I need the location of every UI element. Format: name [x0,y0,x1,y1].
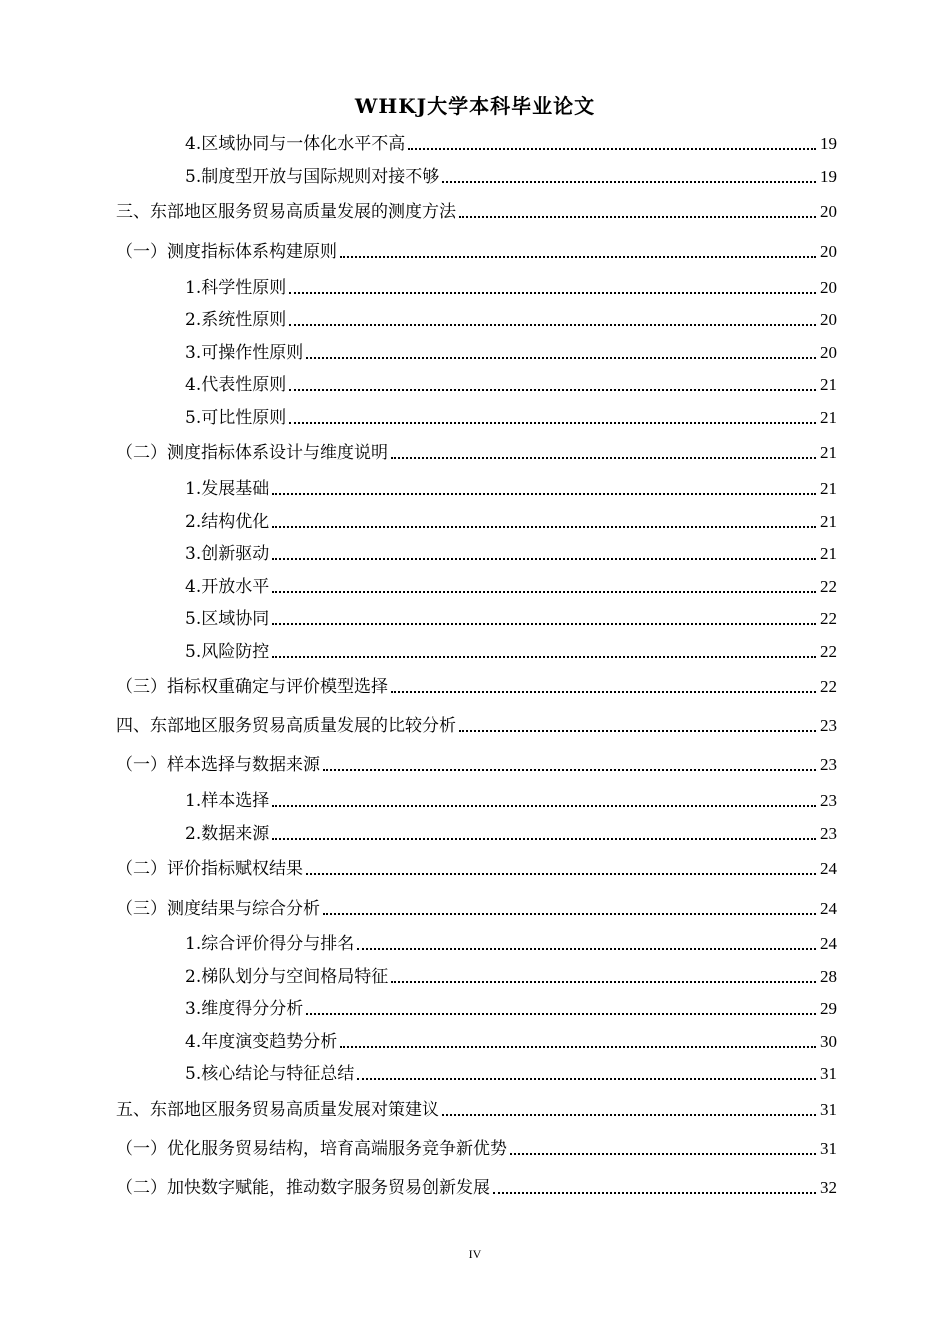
toc-entry-label: （三）测度结果与综合分析 [116,899,320,919]
toc-dot-leader [272,525,816,528]
toc-dot-leader [323,768,816,771]
toc-dot-leader [306,872,816,875]
toc-entry[interactable] [185,539,837,565]
toc-dot-leader [323,912,816,915]
toc-entry-page: 31 [820,1139,837,1158]
toc-entry[interactable] [185,507,837,533]
toc-dot-leader [340,1045,816,1048]
toc-entry-label: （一）样本选择与数据来源 [116,755,320,775]
toc-entry-page: 22 [820,609,837,628]
toc-dot-leader [272,837,816,840]
toc-entry-label: 5.核心结论与特征总结 [185,1064,355,1084]
toc-entry-label: 1.科学性原则 [185,278,287,298]
toc-dot-leader [340,255,816,258]
toc-entry[interactable] [185,403,837,429]
toc-entry-page: 30 [820,1032,837,1051]
toc-entry[interactable] [185,305,837,331]
toc-entry-label: 5.区域协同 [185,609,270,629]
toc-dot-leader [272,655,816,658]
toc-dot-leader [493,1191,816,1194]
toc-entry-page: 31 [820,1064,837,1083]
toc-entry-label: 2.梯队划分与空间格局特征 [185,967,389,987]
toc-entry-label: 4.开放水平 [185,577,270,597]
toc-entry[interactable] [185,273,837,299]
toc-entry-page: 21 [820,512,837,531]
toc-dot-leader [459,729,816,732]
toc-entry-label: 2.数据来源 [185,824,270,844]
toc-entry[interactable] [116,894,837,920]
toc-entry[interactable] [185,129,837,155]
toc-entry-page: 24 [820,899,837,918]
toc-entry-label: 2.系统性原则 [185,310,287,330]
toc-entry-page: 21 [820,408,837,427]
toc-entry-page: 19 [820,167,837,186]
toc-dot-leader [391,980,816,983]
toc-entry[interactable] [185,962,837,988]
toc-entry-page: 23 [820,755,837,774]
toc-entry[interactable] [185,637,837,663]
toc-dot-leader [306,1012,816,1015]
toc-entry-label: 四、东部地区服务贸易高质量发展的比较分析 [116,716,456,736]
toc-dot-leader [510,1152,816,1155]
toc-entry-label: （二）测度指标体系设计与维度说明 [116,443,388,463]
toc-entry[interactable] [116,197,837,223]
toc-entry-label: 五、东部地区服务贸易高质量发展对策建议 [116,1100,439,1120]
toc-dot-leader [391,690,816,693]
toc-entry[interactable] [116,750,837,776]
toc-entry[interactable] [185,786,837,812]
toc-entry-label: 4.区域协同与一体化水平不高 [185,134,406,154]
toc-entry-page: 21 [820,375,837,394]
toc-entry-page: 20 [820,310,837,329]
toc-dot-leader [272,590,816,593]
toc-entry[interactable] [185,929,837,955]
toc-entry[interactable] [185,819,837,845]
toc-entry-page: 32 [820,1178,837,1197]
toc-entry-label: 3.维度得分分析 [185,999,304,1019]
toc-dot-leader [357,947,816,950]
toc-entry-page: 19 [820,134,837,153]
toc-entry-label: 1.综合评价得分与排名 [185,934,355,954]
toc-entry[interactable] [116,672,837,698]
toc-entry[interactable] [116,1173,837,1199]
toc-dot-leader [272,622,816,625]
toc-entry-page: 21 [820,544,837,563]
toc-entry-label: 2.结构优化 [185,512,270,532]
toc-entry-label: 5.风险防控 [185,642,270,662]
toc-entry-label: （二）加快数字赋能，推动数字服务贸易创新发展 [116,1178,490,1198]
toc-dot-leader [442,180,816,183]
toc-entry-label: 4.年度演变趋势分析 [185,1032,338,1052]
toc-entry[interactable] [185,338,837,364]
toc-entry-page: 23 [820,791,837,810]
toc-dot-leader [272,557,816,560]
toc-entry-page: 21 [820,443,837,462]
toc-entry-page: 20 [820,202,837,221]
toc-entry-label: 1.样本选择 [185,791,270,811]
toc-entry-label: 1.发展基础 [185,479,270,499]
toc-dot-leader [289,421,816,424]
toc-entry-label: 4.代表性原则 [185,375,287,395]
toc-entry-label: （二）评价指标赋权结果 [116,859,303,879]
toc-entry[interactable] [185,370,837,396]
toc-entry-page: 31 [820,1100,837,1119]
toc-entry[interactable] [116,1095,837,1121]
toc-entry[interactable] [185,994,837,1020]
toc-dot-leader [408,147,816,150]
toc-entry[interactable] [116,237,837,263]
toc-entry-page: 21 [820,479,837,498]
toc-dot-leader [391,456,816,459]
toc-entry[interactable] [116,438,837,464]
toc-entry[interactable] [185,474,837,500]
toc-entry-page: 28 [820,967,837,986]
toc-entry-page: 20 [820,278,837,297]
toc-entry-page: 23 [820,716,837,735]
toc-dot-leader [357,1077,816,1080]
toc-entry-label: 5.制度型开放与国际规则对接不够 [185,167,440,187]
toc-entry-label: （一）测度指标体系构建原则 [116,242,337,262]
toc-entry-page: 20 [820,242,837,261]
toc-dot-leader [289,323,816,326]
toc-entry-page: 22 [820,642,837,661]
toc-entry-label: 三、东部地区服务贸易高质量发展的测度方法 [116,202,456,222]
toc-dot-leader [306,356,816,359]
toc-entry-page: 24 [820,859,837,878]
toc-entry-label: 3.可操作性原则 [185,343,304,363]
toc-entry[interactable] [185,1059,837,1085]
toc-dot-leader [272,492,816,495]
toc-entry-page: 22 [820,577,837,596]
toc-entry[interactable] [116,854,837,880]
page-number: IV [468,1247,482,1261]
toc-entry-label: （三）指标权重确定与评价模型选择 [116,677,388,697]
toc-entry-page: 23 [820,824,837,843]
toc-entry[interactable] [185,1027,837,1053]
toc-entry[interactable] [185,572,837,598]
toc-dot-leader [272,804,816,807]
toc-entry-label: 3.创新驱动 [185,544,270,564]
toc-dot-leader [442,1113,816,1116]
toc-entry[interactable] [116,711,837,737]
toc-entry[interactable] [116,1134,837,1160]
page-header-title: WHKJ大学本科毕业论文 [354,94,596,118]
toc-entry-label: （一）优化服务贸易结构，培育高端服务竞争新优势 [116,1139,507,1159]
toc-entry-page: 29 [820,999,837,1018]
toc-entry[interactable] [185,162,837,188]
toc-entry[interactable] [185,604,837,630]
toc-dot-leader [459,215,816,218]
toc-dot-leader [289,388,816,391]
toc-entry-page: 22 [820,677,837,696]
toc-entry-label: 5.可比性原则 [185,408,287,428]
toc-dot-leader [289,291,816,294]
toc-entry-page: 20 [820,343,837,362]
toc-entry-page: 24 [820,934,837,953]
